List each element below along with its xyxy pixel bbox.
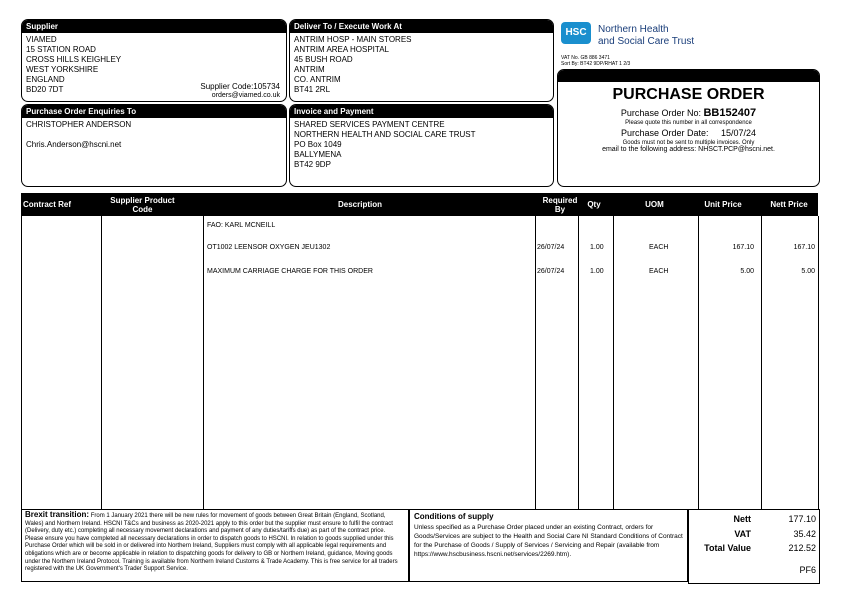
- invoice-box: [289, 104, 554, 187]
- supplier-line: VIAMED: [26, 35, 57, 44]
- conditions-text: Unless specified as a Purchase Order placed under an existing Contract, orders for Goods/Services are subject to the Health and Social Care NI Standard Conditions of Contract for the Purchase of Goods / Supply of Services / Servicing and Repair (available from https://www.hscbusiness.hscni.net/services/2269.htm).: [414, 524, 683, 558]
- col-divider: [578, 216, 579, 509]
- invoice-line: PO Box 1049: [294, 140, 342, 149]
- deliver-address: [290, 33, 553, 97]
- po-send-note2: email to the following address: NHSCT.PCP@hscni.net.: [602, 146, 775, 153]
- col-uom: UOM: [645, 200, 664, 209]
- hsc-logo-badge: HSC: [565, 27, 587, 38]
- deliver-line: ANTRIM: [294, 65, 325, 74]
- brexit-box: [21, 509, 409, 582]
- brexit-heading: Brexit transition:: [25, 510, 90, 519]
- row-nett-price: 5.00: [801, 268, 815, 275]
- vat-label: VAT: [734, 529, 751, 539]
- supplier-line: ENGLAND: [26, 75, 65, 84]
- invoice-line: BALLYMENA: [294, 150, 342, 159]
- supplier-email: orders@viamed.co.uk: [211, 92, 280, 99]
- nett-value: 177.10: [788, 514, 816, 524]
- col-qty: Qty: [587, 200, 601, 209]
- hsc-logo: [561, 22, 591, 44]
- po-number-row: [558, 107, 819, 119]
- invoice-line: SHARED SERVICES PAYMENT CENTRE: [294, 120, 445, 129]
- enquiries-box: [21, 104, 287, 187]
- col-unit-price: Unit Price: [704, 200, 742, 209]
- totals-box: [688, 509, 820, 584]
- row-qty: 1.00: [590, 268, 604, 275]
- deliver-header: Deliver To / Execute Work At: [290, 20, 553, 33]
- col-divider: [761, 216, 762, 509]
- col-divider: [203, 216, 204, 509]
- conditions-heading: Conditions of supply: [414, 512, 494, 521]
- deliver-line: ANTRIM AREA HOSPITAL: [294, 45, 389, 54]
- invoice-address: [290, 118, 553, 172]
- col-divider: [535, 216, 536, 509]
- row-qty: 1.00: [590, 244, 604, 251]
- supplier-line: CROSS HILLS KEIGHLEY: [26, 55, 122, 64]
- trust-name-line2: and Social Care Trust: [598, 36, 695, 47]
- row-unit-price: 5.00: [740, 268, 754, 275]
- deliver-line: 45 BUSH ROAD: [294, 55, 353, 64]
- deliver-line: BT41 2RL: [294, 85, 331, 94]
- supplier-line: 15 STATION ROAD: [26, 45, 96, 54]
- vat-line1: VAT No. GB 886 3471: [561, 55, 610, 61]
- row-required-by: 26/07/24: [537, 268, 565, 275]
- col-required-by: Required By: [542, 195, 578, 214]
- supplier-header: Supplier: [22, 20, 286, 33]
- deliver-line: CO. ANTRIM: [294, 75, 341, 84]
- col-divider: [101, 216, 102, 509]
- col-divider: [613, 216, 614, 509]
- enquiries-email: Chris.Anderson@hscni.net: [26, 140, 122, 149]
- enquiries-header: Purchase Order Enquiries To: [22, 105, 286, 118]
- col-nett-price: Nett Price: [770, 200, 808, 209]
- po-date-label: Purchase Order Date:: [620, 128, 709, 138]
- po-number-label: Purchase Order No:: [620, 108, 701, 118]
- total-label: Total Value: [704, 543, 751, 553]
- po-box: [557, 69, 820, 187]
- po-date-row: [558, 128, 819, 138]
- po-number: BB152407: [703, 107, 757, 119]
- col-supplier-code: Supplier Product Code: [110, 195, 175, 214]
- po-title: PURCHASE ORDER: [612, 86, 765, 103]
- po-header-bar: [558, 70, 819, 82]
- invoice-header: Invoice and Payment: [290, 105, 553, 118]
- brexit-text: From 1 January 2021 there will be new rules for movement of goods between Great Britain (England, Scotland, Wales) and Northern Ireland. HSCNI T&Cs and business as 2020-2021 apply to this order but the supplier must ensure to fulfil the contract (Delivery, duty etc.) completing all necessary movement declarations and payment of any duties/tariffs due) as part of the contract price. Please ensure you have completed all necessary declarations in order to dispatch goods to HSCNI. In relation to goods supplied under this Purchase Order which will be sold in or delivered into Northern Ireland, Suppliers must comply with all applicable legal requirements and obligations which are or become applicable in relation to dispatching goods for delivery to GB or Northern Ireland, guidance, Moving goods under the Northern Ireland Protocol. Training is available from Northern Ireland Customs & Trade Academy. This is free service for all traders registered with the UK Government's Trader Support Service.: [25, 513, 398, 573]
- col-description: Description: [337, 200, 382, 209]
- deliver-box: [289, 19, 554, 102]
- enquiries-body: [22, 118, 286, 152]
- trust-name-line1: Northern Health: [598, 24, 669, 35]
- supplier-code: Supplier Code:105734: [200, 82, 280, 91]
- row-description: FAO: KARL MCNEILL: [207, 222, 276, 229]
- vat-line2: Sort By: BT42 9DP/RHAT 1 2/3: [561, 61, 631, 67]
- row-nett-price: 167.10: [793, 244, 815, 251]
- row-unit-price: 167.10: [732, 244, 754, 251]
- enquiries-name: CHRISTOPHER ANDERSON: [26, 120, 132, 129]
- items-table-header: [21, 193, 818, 216]
- row-description: MAXIMUM CARRIAGE CHARGE FOR THIS ORDER: [207, 268, 373, 275]
- supplier-line: WEST YORKSHIRE: [26, 65, 99, 74]
- row-uom: EACH: [649, 268, 669, 275]
- row-required-by: 26/07/24: [537, 244, 565, 251]
- nett-label: Nett: [733, 514, 751, 524]
- row-uom: EACH: [649, 244, 669, 251]
- po-send-note1: Goods must not be sent to multiple invoices. Only: [622, 140, 755, 146]
- row-description: OT1002 LEENSOR OXYGEN JEU1302: [207, 244, 331, 251]
- page-code: PF6: [799, 565, 816, 575]
- po-date: 15/07/24: [721, 128, 757, 138]
- supplier-box: [21, 19, 287, 102]
- total-value: 212.52: [788, 543, 816, 553]
- supplier-line: BD20 7DT: [26, 85, 64, 94]
- deliver-line: ANTRIM HOSP - MAIN STORES: [294, 35, 412, 44]
- items-table: [21, 216, 819, 510]
- po-quote-note: Please quote this number in all correspondence: [625, 120, 752, 126]
- vat-value: 35.42: [793, 529, 816, 539]
- col-divider: [698, 216, 699, 509]
- invoice-line: NORTHERN HEALTH AND SOCIAL CARE TRUST: [294, 130, 476, 139]
- conditions-box: [409, 509, 688, 582]
- invoice-line: BT42 9DP: [294, 160, 331, 169]
- col-contract-ref: Contract Ref: [22, 200, 71, 209]
